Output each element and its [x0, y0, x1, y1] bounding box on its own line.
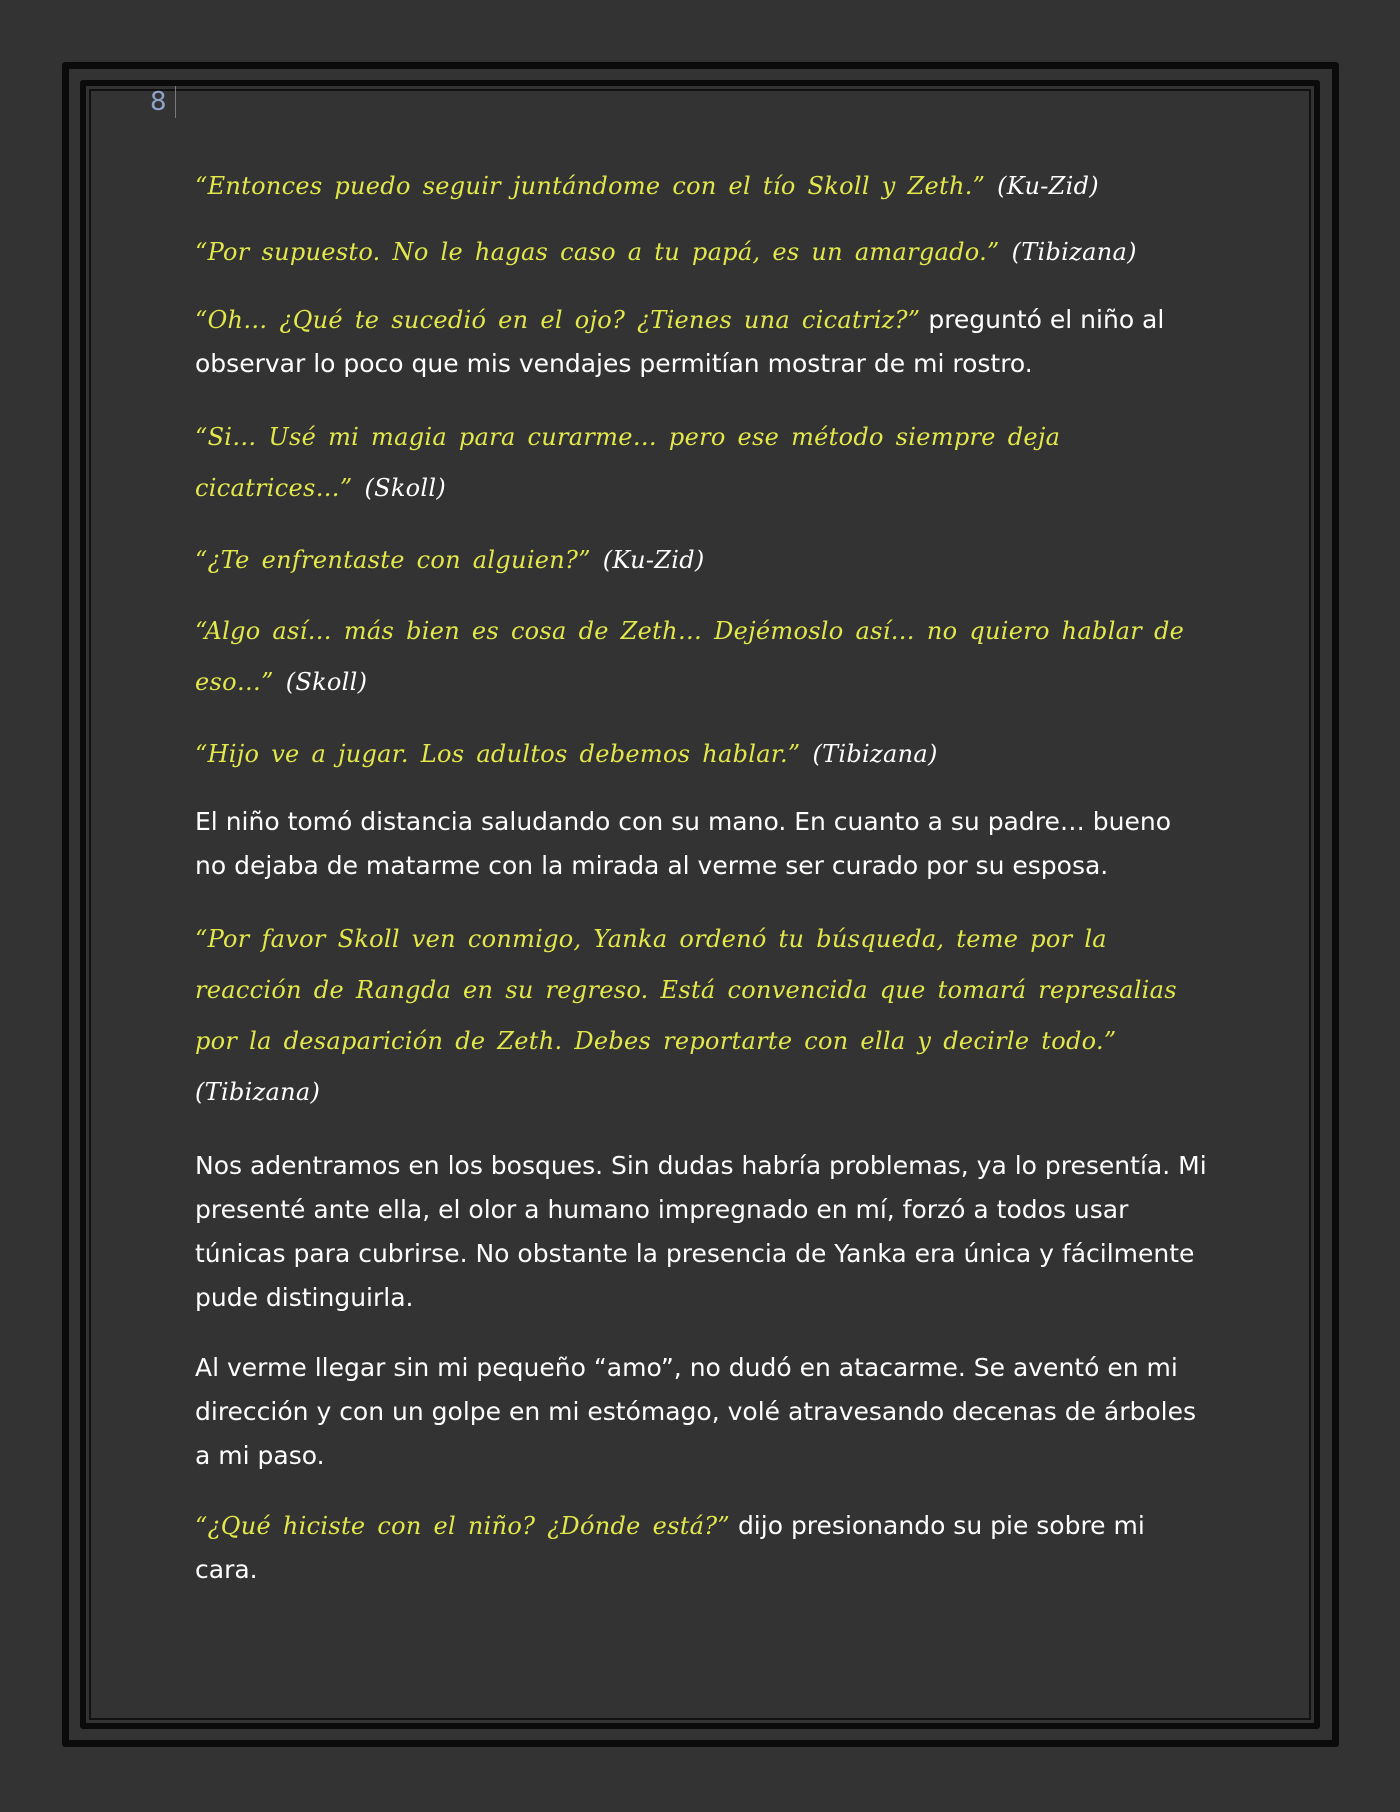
dialog-paragraph — [195, 540, 1210, 580]
dialog-quote: “¿Te enfrentaste con alguien?” — [195, 546, 591, 574]
dialog-quote: “Por favor Skoll ven conmigo, Yanka ordenó tu búsqueda, teme por la reacción de Rangda en su regreso. Está convencida que tomará represalias por la desaparición de Zeth. Debes reportarte con ella y decirle todo.” — [195, 925, 1177, 1055]
dialog-quote: “¿Qué hiciste con el niño? ¿Dónde está?” — [195, 1512, 730, 1540]
narration-paragraph: Al verme llegar sin mi pequeño “amo”, no dudó en atacarme. Se aventó en mi dirección y con un golpe en mi estómago, volé atravesando decenas de árboles a mi paso. — [195, 1353, 1197, 1470]
narration-text: dijo presionando su pie sobre mi cara. — [195, 1511, 1145, 1584]
dialog-quote: “Si… Usé mi magia para curarme… pero ese método siempre deja cicatrices…” — [195, 423, 1061, 502]
narration-paragraph: El niño tomó distancia saludando con su mano. En cuanto a su padre… bueno no dejaba de matarme con la mirada al verme ser curado por su esposa. — [195, 807, 1172, 880]
dialog-speaker: (Tibizana) — [1011, 238, 1137, 266]
dialog-paragraph — [195, 166, 1210, 206]
dialog-speaker: (Skoll) — [364, 474, 447, 502]
dialog-quote: “Hijo ve a jugar. Los adultos debemos hablar.” — [195, 740, 801, 768]
dialog-paragraph — [195, 412, 1210, 514]
page-number: 8 — [150, 86, 176, 118]
dialog-speaker: (Tibizana) — [195, 1078, 321, 1106]
dialog-paragraph — [195, 914, 1210, 1118]
dialog-narration-paragraph — [195, 298, 1210, 386]
dialog-quote: “Oh… ¿Qué te sucedió en el ojo? ¿Tienes una cicatriz?” — [195, 306, 921, 334]
dialog-speaker: (Ku-Zid) — [602, 546, 705, 574]
dialog-paragraph — [195, 606, 1210, 708]
dialog-speaker: (Skoll) — [285, 668, 368, 696]
dialog-quote: “Por supuesto. No le hagas caso a tu papá, es un amargado.” — [195, 238, 1000, 266]
dialog-quote: “Algo así… más bien es cosa de Zeth… Dejémoslo así… no quiero hablar de eso…” — [195, 617, 1185, 696]
dialog-paragraph — [195, 232, 1210, 272]
page-body — [195, 166, 1210, 1618]
dialog-speaker: (Tibizana) — [812, 740, 938, 768]
dialog-paragraph — [195, 734, 1210, 774]
dialog-quote: “Entonces puedo seguir juntándome con el tío Skoll y Zeth.” — [195, 172, 986, 200]
narration-text: preguntó el niño al observar lo poco que mis vendajes permitían mostrar de mi rostro. — [195, 305, 1165, 378]
dialog-narration-paragraph — [195, 1504, 1210, 1592]
dialog-speaker: (Ku-Zid) — [997, 172, 1099, 200]
narration-paragraph: Nos adentramos en los bosques. Sin dudas habría problemas, ya lo presentía. Mi presenté ante ella, el olor a humano impregnado en mí, forzó a todos usar túnicas para cubrirse. No obstante la presencia de Yanka era única y fácilmente pude distinguirla. — [195, 1151, 1207, 1312]
